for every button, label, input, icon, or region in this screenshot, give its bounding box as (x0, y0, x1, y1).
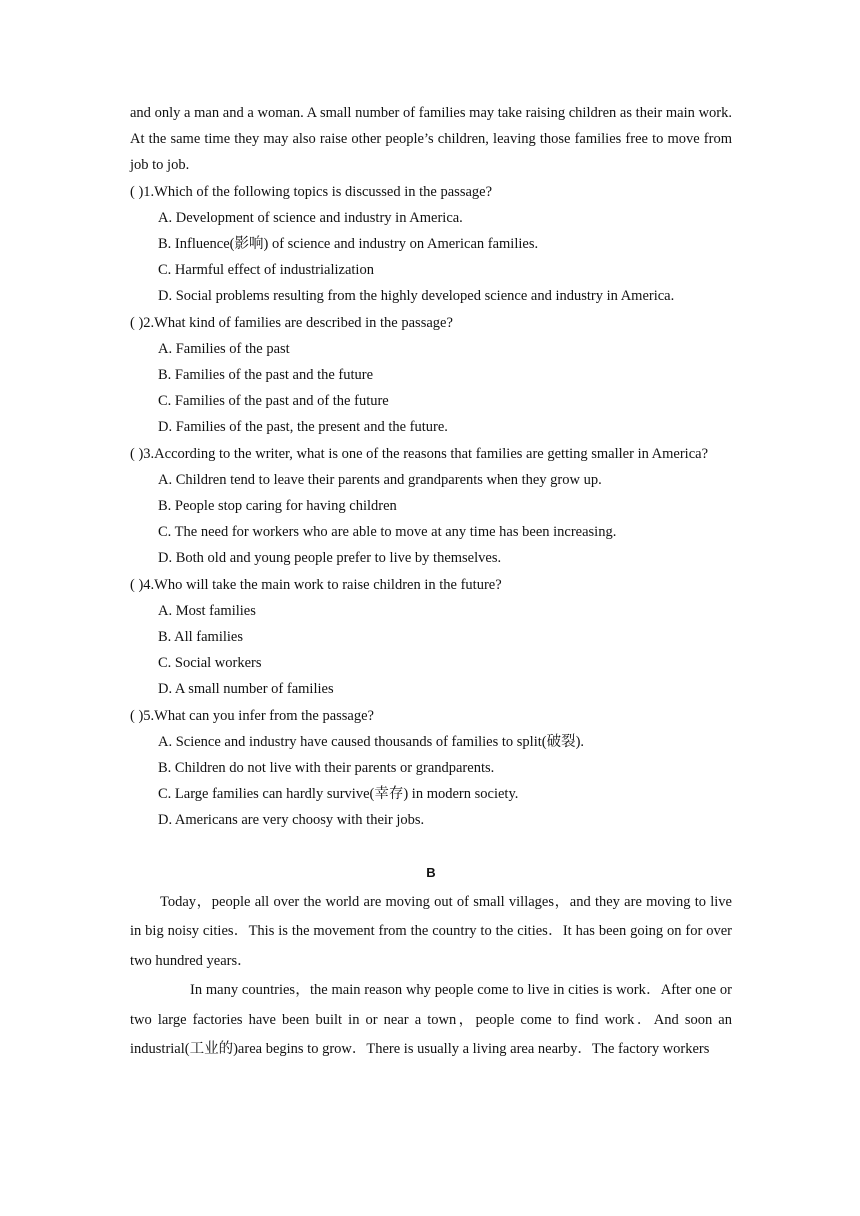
document-content (130, 100, 732, 1065)
option-b: B. Influence(影响) of science and industry on American families. (158, 236, 539, 253)
question-1 (130, 179, 732, 310)
option-c: C. Families of the past and of the future (158, 393, 389, 410)
question-stem: ( )2.What kind of families are described in the passage? (130, 314, 453, 331)
option-a: A. Most families (158, 602, 256, 619)
option-c: C. Social workers (158, 655, 262, 672)
option-d: D. Both old and young people prefer to live by themselves. (158, 550, 502, 567)
option-a: A. Science and industry have caused thousands of families to split(破裂). (158, 733, 585, 750)
option-b: B. Families of the past and the future (158, 367, 374, 384)
section-b-title: B (426, 864, 436, 880)
question-stem: ( )1.Which of the following topics is discussed in the passage? (130, 183, 493, 200)
option-a: A. Development of science and industry in America. (158, 209, 463, 226)
question-stem: ( )4.Who will take the main work to raise children in the future? (130, 576, 502, 593)
section-b-paragraph-2: In many countries，the main reason why people come to live in cities is work．After one or two large factories have been built in or near a town，people come to find work．And soon an industrial(工业的)area begins to grow．There is usually a living area nearby．The factory workers (130, 982, 732, 1058)
section-b-paragraph-1: Today，people all over the world are moving out of small villages，and they are moving to live in big noisy cities．This is the movement from the country to the cities．It has been going on for over two hundred years． (130, 893, 732, 969)
question-4 (130, 572, 732, 703)
intro-paragraph: and only a man and a woman. A small number of families may take raising children as their main work. At the same time they may also raise other people’s children, leaving those families free to move from job to job. (130, 105, 732, 174)
option-d: D. Social problems resulting from the highly developed science and industry in America. (158, 288, 675, 305)
question-3 (130, 441, 732, 572)
option-d: D. Americans are very choosy with their jobs. (158, 812, 425, 829)
option-a: A. Children tend to leave their parents and grandparents when they grow up. (158, 471, 602, 488)
option-b: B. All families (158, 629, 243, 646)
option-d: D. Families of the past, the present and the future. (158, 419, 448, 436)
option-b: B. People stop caring for having children (158, 498, 397, 515)
option-a: A. Families of the past (158, 340, 290, 357)
option-c: C. Harmful effect of industrialization (158, 262, 374, 279)
question-stem: ( )5.What can you infer from the passage? (130, 707, 374, 724)
option-c: C. The need for workers who are able to move at any time has been increasing. (158, 524, 617, 541)
option-b: B. Children do not live with their parents or grandparents. (158, 760, 495, 777)
question-2 (130, 310, 732, 441)
question-stem: ( )3.According to the writer, what is one of the reasons that families are getting smaller in America? (130, 445, 709, 462)
option-d: D. A small number of families (158, 681, 334, 698)
option-c: C. Large families can hardly survive(幸存) in modern society. (158, 786, 519, 803)
question-5 (130, 703, 732, 834)
